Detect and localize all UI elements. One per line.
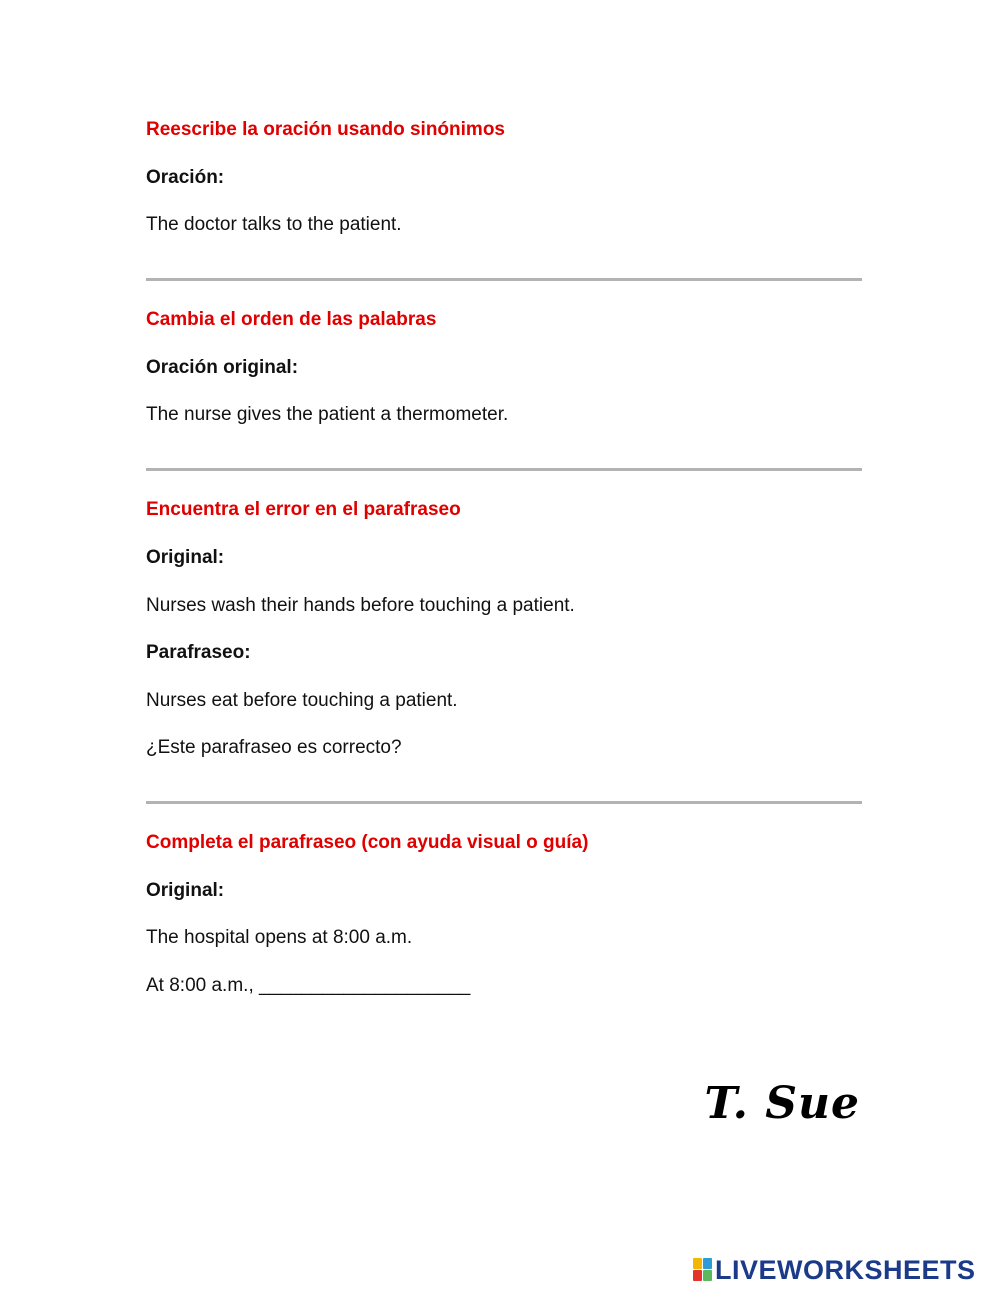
section-3-heading: Encuentra el error en el parafraseo bbox=[146, 499, 461, 520]
logo-block-icon bbox=[703, 1258, 712, 1269]
section-2-sentence: The nurse gives the patient a thermometer. bbox=[146, 404, 509, 425]
section-1-heading: Reescribe la oración usando sinónimos bbox=[146, 119, 505, 140]
section-3-paraphrase-sentence: Nurses eat before touching a patient. bbox=[146, 690, 458, 711]
liveworksheets-logo[interactable] bbox=[693, 1254, 976, 1286]
section-2-label: Oración original: bbox=[146, 357, 299, 378]
section-4-label: Original: bbox=[146, 880, 225, 901]
section-4-heading: Completa el parafraseo (con ayuda visual o guía) bbox=[146, 832, 589, 853]
section-1-label: Oración: bbox=[146, 167, 225, 188]
section-divider bbox=[146, 278, 862, 281]
section-3-question: ¿Este parafraseo es correcto? bbox=[146, 737, 402, 758]
section-3-paraphrase-label: Parafraseo: bbox=[146, 642, 251, 663]
brand-name: LIVEWORKSHEETS bbox=[715, 1255, 976, 1285]
section-1-sentence: The doctor talks to the patient. bbox=[146, 214, 402, 235]
section-3-original-sentence: Nurses wash their hands before touching a patient. bbox=[146, 595, 575, 616]
section-4-sentence: The hospital opens at 8:00 a.m. bbox=[146, 927, 413, 948]
logo-block-icon bbox=[703, 1270, 712, 1281]
logo-block-icon bbox=[693, 1270, 702, 1281]
section-divider bbox=[146, 468, 862, 471]
logo-block-icon bbox=[693, 1258, 702, 1269]
section-divider bbox=[146, 801, 862, 804]
liveworksheets-logo-icon bbox=[693, 1258, 713, 1282]
author-signature: T. Sue bbox=[704, 1078, 860, 1129]
section-4-completion-prompt: At 8:00 a.m., ____________________ bbox=[146, 975, 471, 996]
section-2-heading: Cambia el orden de las palabras bbox=[146, 309, 437, 330]
section-3-original-label: Original: bbox=[146, 547, 225, 568]
